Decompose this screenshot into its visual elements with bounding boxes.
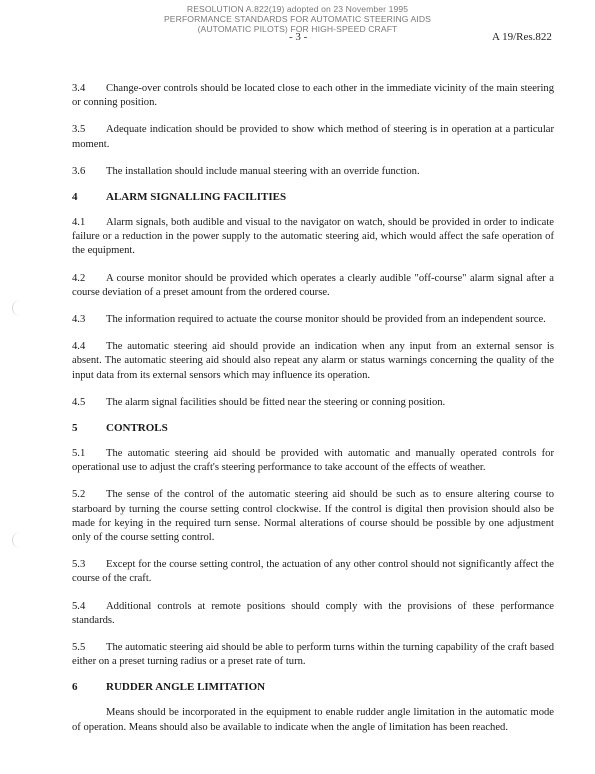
paragraph-text: Alarm signals, both audible and visual to the navigator on watch, should be provided in order to indicate failure or a reduction in the power supply to the automatic steering aid, which would affect the safe operation of the equipment. xyxy=(72,217,554,257)
paragraph-4-5 xyxy=(72,396,554,410)
section-number: 5 xyxy=(72,422,78,435)
section-title: RUDDER ANGLE LIMITATION xyxy=(106,681,266,694)
paragraph-text: The alarm signal facilities should be fitted near the steering or conning position. xyxy=(106,396,446,408)
paragraph-5-1 xyxy=(72,447,554,475)
paragraph-number: 5.1 xyxy=(72,448,86,460)
header-line-1: RESOLUTION A.822(19) adopted on 23 November 1995 xyxy=(186,4,409,14)
paragraph-4-3 xyxy=(72,313,554,327)
paragraph-5-2 xyxy=(72,488,554,545)
section-heading-4 xyxy=(72,190,554,204)
paragraph-4-1 xyxy=(72,216,554,259)
section-number: 6 xyxy=(72,681,78,694)
paragraph-5-4 xyxy=(72,600,554,628)
paragraph-text: The sense of the control of the automatic steering aid should be such as to ensure altering course to starboard by turning the course setting control clockwise. If the control is digital then provision should also be made for keying in the required turn sense. Normal alterations of course should be possible by one adjustment only of the course setting control. xyxy=(72,489,554,544)
paragraph-text: The automatic steering aid should be able to perform turns within the turning capability of the craft based either on a preset turning radius or a preset rate of turn. xyxy=(72,642,554,668)
header-line-2: PERFORMANCE STANDARDS FOR AUTOMATIC STEERING AIDS xyxy=(163,14,432,24)
paragraph-number: 3.5 xyxy=(72,124,86,136)
paragraph-number: 5.2 xyxy=(72,489,86,501)
paragraph-3-4 xyxy=(72,82,554,110)
paragraph-text: The information required to actuate the course monitor should be provided from an independent source. xyxy=(106,314,546,326)
paragraph-number: 4.2 xyxy=(72,272,86,284)
paragraph-number: 4.3 xyxy=(72,314,86,326)
paragraph-3-5 xyxy=(72,123,554,151)
paragraph-4-4 xyxy=(72,340,554,383)
resolution-header xyxy=(0,4,595,34)
paragraph-number: 5.5 xyxy=(72,642,86,654)
paragraph-number: 3.6 xyxy=(72,165,86,177)
section-title: CONTROLS xyxy=(106,422,168,435)
paragraph-text: Except for the course setting control, the actuation of any other control should not significantly affect the course of the craft. xyxy=(72,559,554,585)
header-line-3: (AUTOMATIC PILOTS) FOR HIGH-SPEED CRAFT xyxy=(197,24,398,34)
paragraph-text: Means should be incorporated in the equipment to enable rudder angle limitation in the automatic mode of operation. Means should also be available to indicate when the angle of limitation has been reached. xyxy=(72,707,554,733)
section-heading-5 xyxy=(72,421,554,435)
scan-margin-mark xyxy=(12,300,21,316)
paragraph-text: The automatic steering aid should provide an indication when any input from an external sensor is absent. The automatic steering aid should also repeat any alarm or status warnings concerning the quality of the input data from its external sensors which may influence its operation. xyxy=(72,341,554,381)
paragraph-text: Additional controls at remote positions should comply with the provisions of these performance standards. xyxy=(72,600,554,626)
paragraph-number: 5.3 xyxy=(72,559,86,571)
paragraph-text: Change-over controls should be located close to each other in the immediate vicinity of the main steering or conning position. xyxy=(72,83,554,109)
document-reference: A 19/Res.822 xyxy=(492,31,552,43)
paragraph-text: The automatic steering aid should be provided with automatic and manually operated controls for operational use to adjust the craft's steering performance to take account of the effects of weather. xyxy=(72,448,554,474)
paragraph-number: 3.4 xyxy=(72,83,86,94)
paragraph-6-body xyxy=(72,706,554,734)
paragraph-text: A course monitor should be provided which operates a clearly audible "off-course" alarm signal after a course deviation of a preset amount from the ordered course. xyxy=(72,272,554,298)
paragraph-5-3 xyxy=(72,558,554,586)
paragraph-3-6 xyxy=(72,165,554,179)
paragraph-number: 4.5 xyxy=(72,396,86,408)
paragraph-4-2 xyxy=(72,272,554,300)
paragraph-number: 4.1 xyxy=(72,217,86,229)
paragraph-number: 5.4 xyxy=(72,600,86,612)
document-body xyxy=(72,82,554,735)
paragraph-text: Adequate indication should be provided to show which method of steering is in operation at a particular moment. xyxy=(72,124,554,150)
paragraph-number: 4.4 xyxy=(72,341,86,353)
page-number: - 3 - xyxy=(289,31,308,43)
paragraph-5-5 xyxy=(72,641,554,669)
section-heading-6 xyxy=(72,680,554,694)
paragraph-text: The installation should include manual steering with an override function. xyxy=(106,165,420,177)
section-title: ALARM SIGNALLING FACILITIES xyxy=(106,191,287,204)
scan-margin-mark xyxy=(12,532,21,548)
section-number: 4 xyxy=(72,191,78,204)
